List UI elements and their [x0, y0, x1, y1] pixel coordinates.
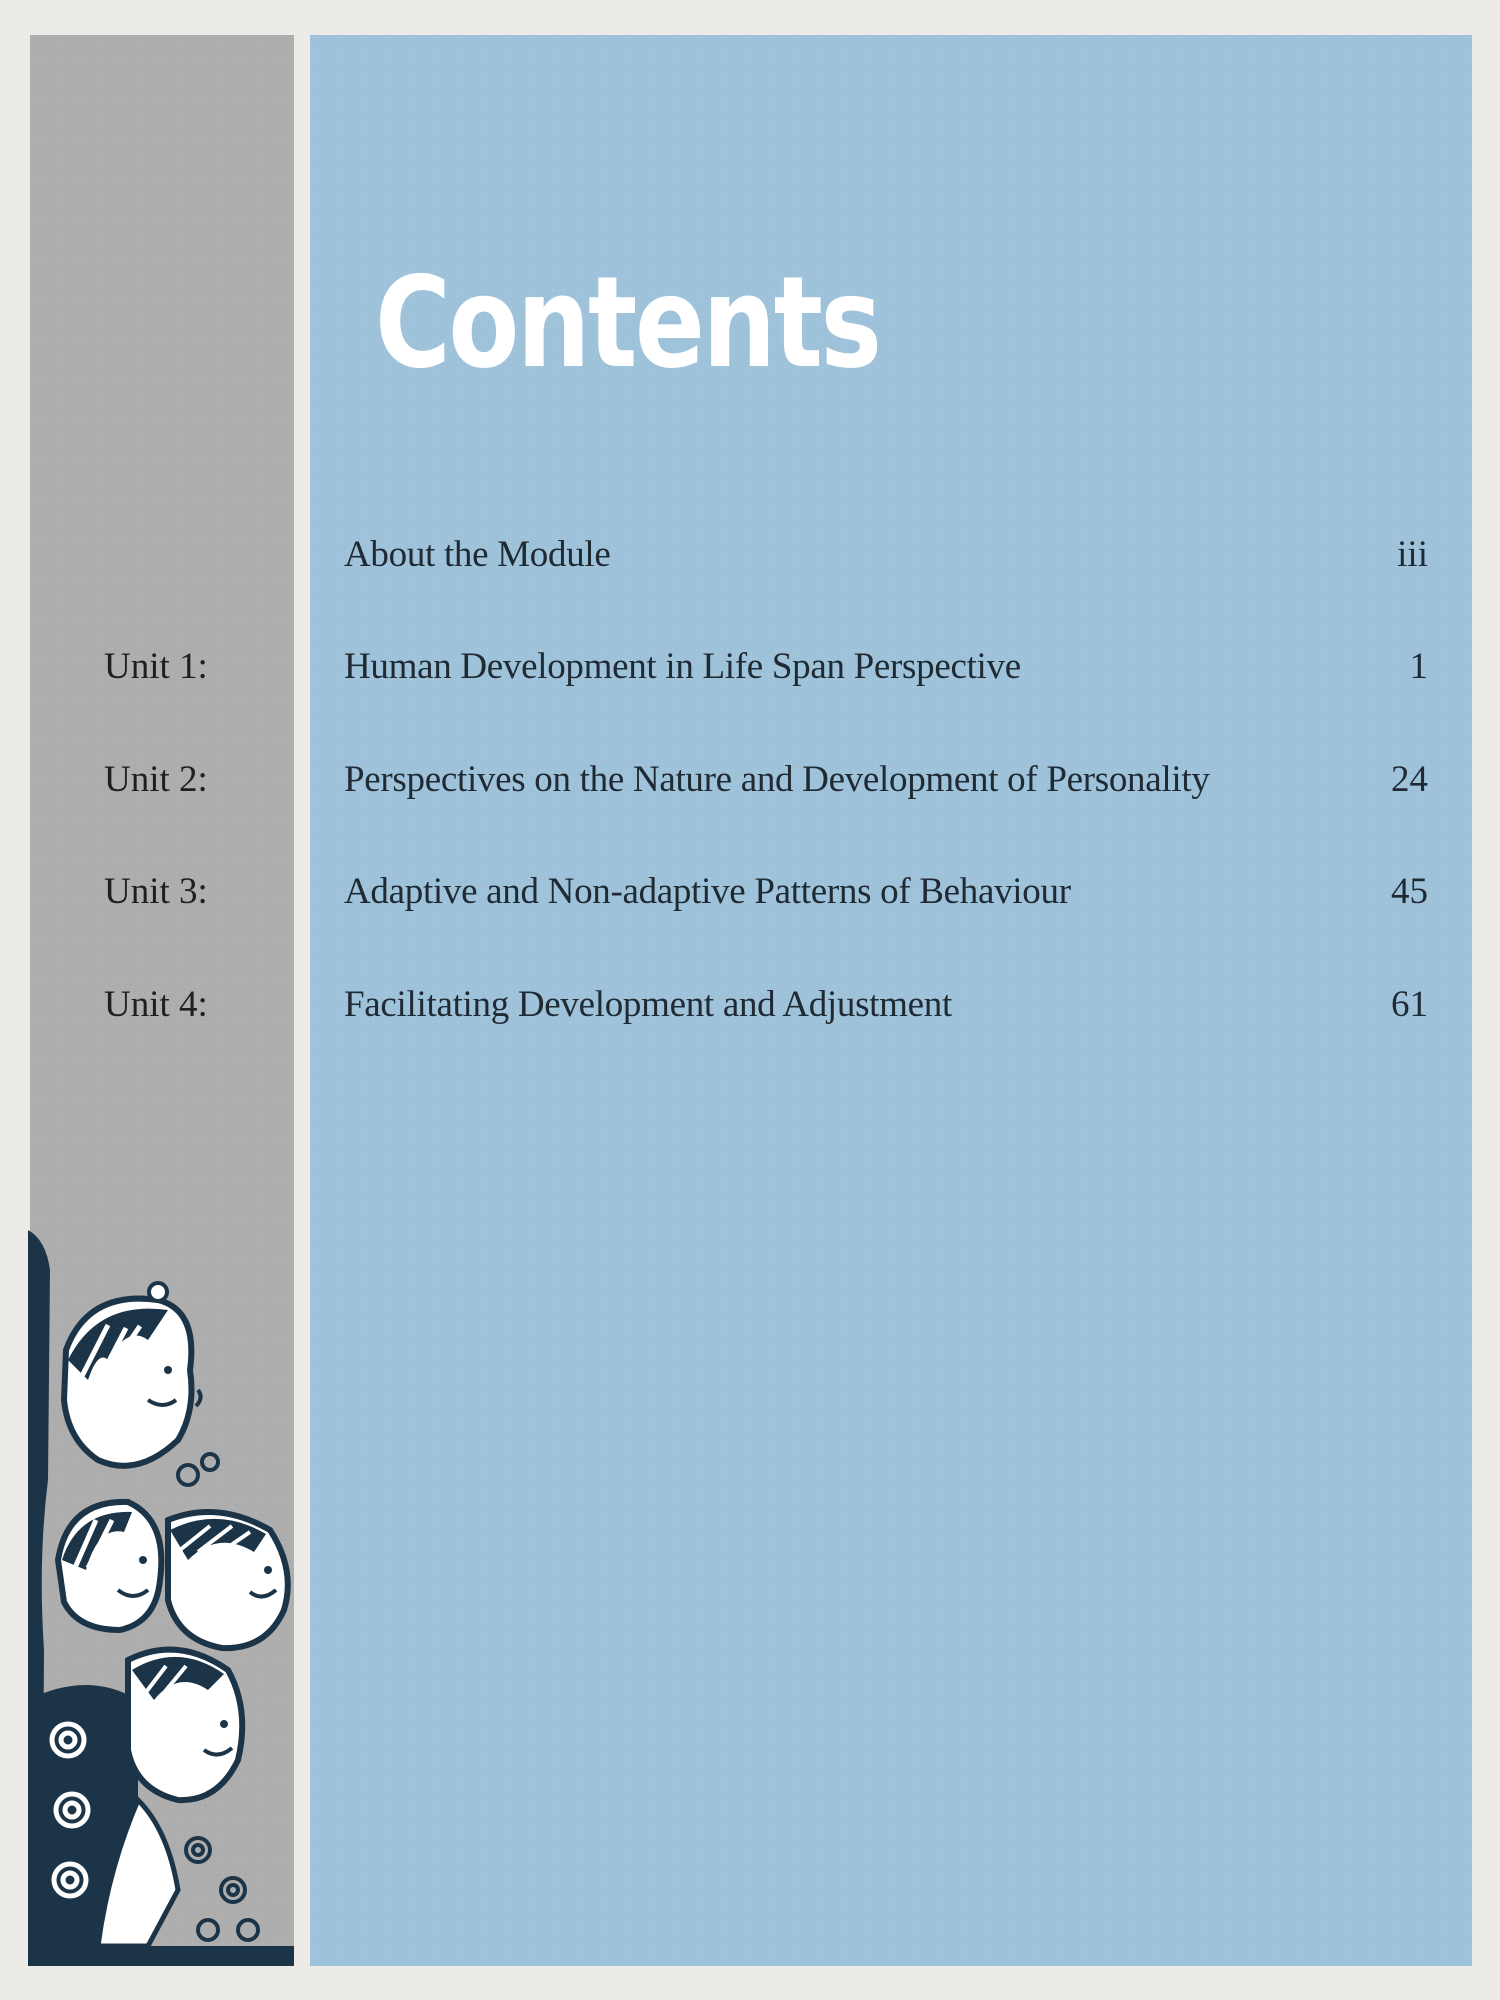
- page-number: 1: [1409, 646, 1428, 687]
- unit-label: Unit 4:: [104, 984, 208, 1025]
- page-number: 24: [1391, 759, 1428, 800]
- toc-row-unit-4: [0, 975, 1500, 1035]
- child-face-top: [64, 1283, 201, 1466]
- page-number: 45: [1391, 871, 1428, 912]
- entry-title: Perspectives on the Nature and Development of Personality: [344, 759, 1210, 800]
- unit-label: Unit 2:: [104, 759, 208, 800]
- toc-row-about: [0, 525, 1500, 585]
- toc-row-unit-3: [0, 862, 1500, 922]
- entry-title: Human Development in Life Span Perspective: [344, 646, 1021, 687]
- children-faces-illustration-icon: [28, 1230, 294, 1966]
- child-face-middle-right: [168, 1454, 288, 1648]
- page-number: iii: [1397, 534, 1428, 575]
- child-face-middle-left: [58, 1502, 161, 1630]
- entry-title: Adaptive and Non-adaptive Patterns of Behaviour: [344, 871, 1071, 912]
- page-number: 61: [1391, 984, 1428, 1025]
- page-title: Contents: [375, 249, 880, 396]
- entry-title: About the Module: [344, 534, 611, 575]
- toc-row-unit-1: [0, 637, 1500, 697]
- unit-label: Unit 3:: [104, 871, 208, 912]
- entry-title: Facilitating Development and Adjustment: [344, 984, 952, 1025]
- unit-label: Unit 1:: [104, 646, 208, 687]
- toc-row-unit-2: [0, 750, 1500, 810]
